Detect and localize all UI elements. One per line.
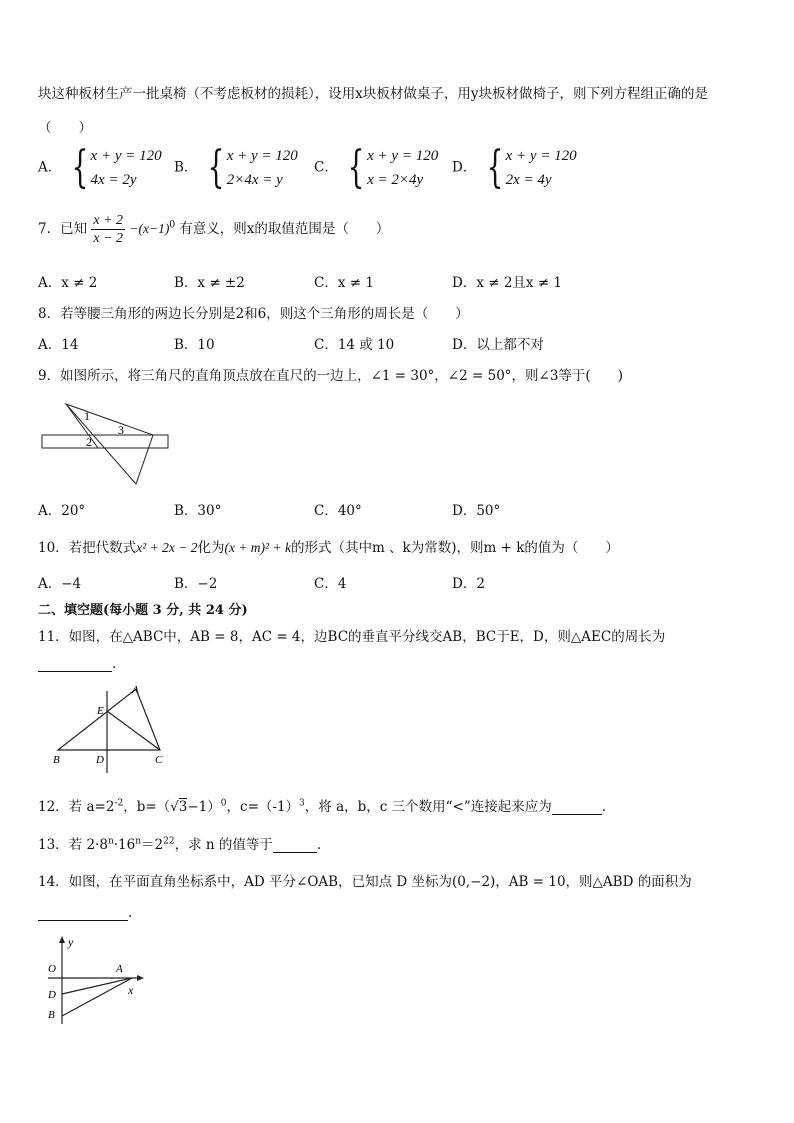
system-row-1: x + y = 120 xyxy=(367,148,439,164)
axis-label-y: y xyxy=(68,935,74,949)
q13-end: . xyxy=(316,837,322,853)
sqrt-symbol: √ xyxy=(170,799,179,815)
system-row-2: 2×4x = y xyxy=(226,172,283,188)
point-label-a: A xyxy=(132,684,139,696)
system-row-1: x + y = 120 xyxy=(90,148,162,164)
q7-prefix: 7．已知 xyxy=(38,221,88,237)
angle-label-1: 1 xyxy=(84,409,90,423)
q9-option-b[interactable]: B．30° xyxy=(174,503,222,519)
axis-label-x: x xyxy=(128,983,134,997)
q10-text-b: 化为 xyxy=(197,540,225,556)
q13-exp-c: 22 xyxy=(163,836,175,847)
q7-option-b[interactable]: B．x ≠ ±2 xyxy=(174,275,245,291)
q6-stem: 块这种板材生产一批桌椅（不考虑板材的损耗），设用x块板材做桌子，用y块板材做椅子，则下列方程组正确的是 xyxy=(38,86,708,102)
system-row-2: 2x = 4y xyxy=(505,172,552,188)
option-label: D． xyxy=(452,159,477,176)
q7-exponent: 0 xyxy=(169,218,175,231)
q14-stem: 14．如图，在平面直角坐标系中，AD 平分∠OAB，已知点 D 坐标为(0,−2)，AB = 10，则△ABD 的面积为 xyxy=(38,874,692,890)
segment-ad xyxy=(62,978,132,994)
angle-label-3: 3 xyxy=(118,423,124,437)
q10-option-b[interactable]: B．−2 xyxy=(174,576,218,592)
point-label-a: A xyxy=(116,963,123,975)
q13-stem xyxy=(38,833,321,853)
y-axis-arrow xyxy=(59,936,65,943)
option-label: B． xyxy=(174,159,198,176)
answer-blank[interactable] xyxy=(38,906,128,921)
q8-option-d[interactable]: D．以上都不对 xyxy=(452,337,544,353)
q12-stem xyxy=(38,795,606,815)
q11-figure-triangle xyxy=(50,683,170,778)
q6-option-b[interactable]: B． { x + y = 120 2×4x = y xyxy=(174,142,298,193)
q7-fraction xyxy=(91,212,125,247)
q11-answer-line xyxy=(38,656,116,672)
q7-option-d[interactable]: D．x ≠ 2且x ≠ 1 xyxy=(452,275,563,291)
q10-expr-2: (x + m)² + k xyxy=(224,540,291,555)
q10-option-a[interactable]: A．−4 xyxy=(38,576,82,592)
q9-stem: 9．如图所示，将三角尺的直角顶点放在直尺的一边上，∠1 = 30°，∠2 = 50°，则∠3等于( ) xyxy=(38,368,623,384)
triangle-ruler xyxy=(66,404,153,484)
q10-text-c: 的形式（其中m 、k为常数)，则m + k的值为（ ） xyxy=(290,540,619,556)
point-label-c: C xyxy=(155,754,163,766)
angle-label-2: 2 xyxy=(86,435,92,449)
q14-end: . xyxy=(128,905,133,921)
q8-option-b[interactable]: B．10 xyxy=(174,337,215,353)
q12-text-e: ，将 a，b，c 三个数用“<”连接起来应为 xyxy=(304,799,552,815)
q14-answer-line xyxy=(38,905,132,921)
q12-text-b: ，b=（ xyxy=(123,799,171,815)
q12-text-a: 12．若 a=2 xyxy=(38,799,115,815)
q6-option-a[interactable]: A． { x + y = 120 4x = 2y xyxy=(38,142,162,193)
q9-option-c[interactable]: C．40° xyxy=(314,503,362,519)
q13-exp-a: n xyxy=(107,836,114,847)
q7-option-c[interactable]: C．x ≠ 1 xyxy=(314,275,374,291)
q7-stem xyxy=(38,212,389,247)
q9-figure-ruler-triangle xyxy=(38,398,178,490)
system-row-1: x + y = 120 xyxy=(226,148,298,164)
answer-blank[interactable] xyxy=(38,657,112,672)
system-row-1: x + y = 120 xyxy=(505,148,577,164)
answer-blank[interactable] xyxy=(273,838,317,853)
q12-end: . xyxy=(601,799,607,815)
q10-stem xyxy=(38,536,619,556)
q12-radicand: 3 xyxy=(178,799,188,815)
q8-option-c[interactable]: C．14 或 10 xyxy=(314,337,395,353)
q13-text-b: ·16 xyxy=(113,837,136,853)
x-axis-arrow xyxy=(137,975,144,981)
q7-expr: −(x−1) xyxy=(129,221,170,236)
q10-option-d[interactable]: D．2 xyxy=(452,576,485,592)
q12-text-d: ，c=（-1） xyxy=(226,799,300,815)
system-row-2: 4x = 2y xyxy=(90,172,137,188)
fraction-denominator: x − 2 xyxy=(93,231,124,246)
q9-option-d[interactable]: D．50° xyxy=(452,503,501,519)
q7-suffix: 有意义，则x的取值范围是（ ） xyxy=(179,221,390,237)
point-label-e: E xyxy=(97,705,104,717)
point-label-d: D xyxy=(48,989,56,1001)
answer-blank[interactable] xyxy=(552,800,602,815)
point-label-d: D xyxy=(96,754,104,766)
q12-exp-b: 0 xyxy=(220,798,227,809)
option-label: A． xyxy=(38,159,62,176)
point-label-o: O xyxy=(48,963,56,975)
q12-exp-c: 3 xyxy=(299,798,305,809)
section-title-fill-in: 二、填空题(每小题 3 分, 共 24 分) xyxy=(38,603,248,618)
q6-option-d[interactable]: D． { x + y = 120 2x = 4y xyxy=(452,142,577,193)
q13-text-c: ＝2 xyxy=(141,837,164,853)
q8-option-a[interactable]: A．14 xyxy=(38,337,79,353)
q13-text-d: ，求 n 的值等于 xyxy=(174,837,273,853)
q12-text-c: −1） xyxy=(187,799,221,815)
q11-stem: 11．如图，在△ABC中，AB = 8，AC = 4，边BC的垂直平分线交AB，BC于E，D，则△AEC的周长为 xyxy=(38,629,666,645)
q6-option-c[interactable]: C． { x + y = 120 x = 2×4y xyxy=(314,142,439,193)
option-label: C． xyxy=(314,159,338,176)
point-label-b: B xyxy=(48,1009,55,1021)
q8-stem: 8．若等腰三角形的两边长分别是2和6，则这个三角形的周长是（ ） xyxy=(38,306,469,322)
system-row-2: x = 2×4y xyxy=(367,172,424,188)
q6-answer-paren: （ ） xyxy=(38,120,92,136)
q13-exp-b: n xyxy=(135,836,142,847)
q10-expr-1: x² + 2x − 2 xyxy=(136,540,198,555)
triangle-edge xyxy=(66,404,98,448)
segment-ab xyxy=(62,978,132,1016)
q10-option-c[interactable]: C．4 xyxy=(314,576,347,592)
q14-figure-coordinate xyxy=(42,934,152,1026)
q12-exp-a: -2 xyxy=(114,798,124,809)
point-label-b: B xyxy=(53,754,60,766)
q11-end: . xyxy=(112,656,117,672)
q7-option-a[interactable]: A．x ≠ 2 xyxy=(38,275,98,291)
q10-text-a: 10．若把代数式 xyxy=(38,540,137,556)
q13-text-a: 13．若 2·8 xyxy=(38,837,108,853)
fraction-numerator: x + 2 xyxy=(93,213,124,228)
triangle-abc xyxy=(58,689,160,750)
q9-option-a[interactable]: A．20° xyxy=(38,503,86,519)
